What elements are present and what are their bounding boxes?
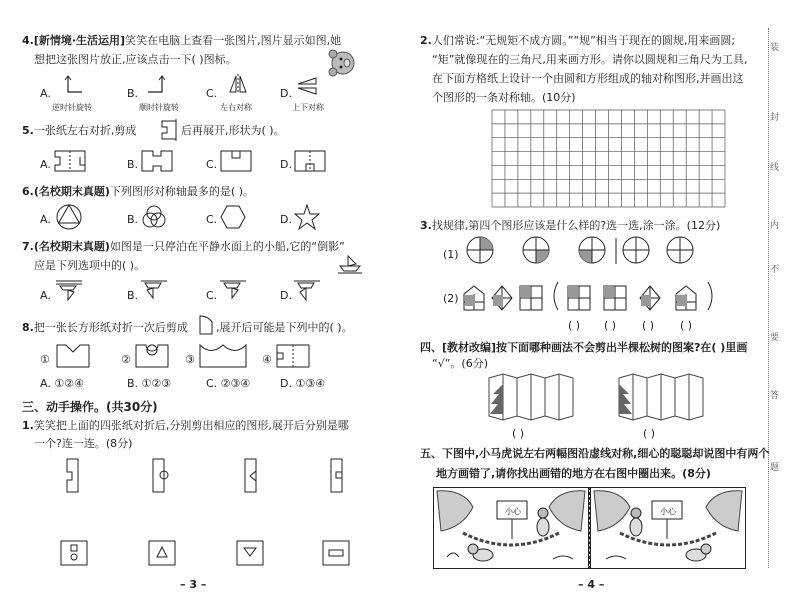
- q4-option-b-caption: 顺时针旋转: [139, 103, 179, 112]
- unfolded-paper-1: [60, 540, 88, 566]
- q7-tag: (名校期末真题): [33, 240, 110, 253]
- q2-number: 2.: [420, 34, 432, 47]
- q3-blank-2[interactable]: ( ): [604, 319, 617, 332]
- q5-option-b[interactable]: B.: [127, 158, 139, 171]
- clockwise-rotate-icon: [144, 74, 168, 96]
- question-3-1: [22, 418, 349, 434]
- q3-row2-label: (2): [443, 292, 459, 305]
- q8-shape-3: [199, 344, 247, 368]
- q7-option-d[interactable]: D.: [280, 289, 292, 302]
- question-5: [22, 123, 136, 139]
- q8-label-1: ①: [40, 353, 50, 366]
- q5-option-a-shape: [54, 150, 86, 172]
- vertical-flip-icon: [296, 74, 320, 96]
- q6-option-a[interactable]: A.: [40, 213, 51, 226]
- grid-lines: [492, 110, 725, 207]
- s3q1-number: 1.: [22, 419, 34, 432]
- q6-tag: (名校期末真题): [33, 185, 110, 198]
- q8-text-b: ,展开后可能是下列中的( )。: [216, 321, 353, 334]
- folded-paper-2: [152, 458, 166, 494]
- q3-pattern-shape-2: [492, 286, 512, 310]
- q3-text: 找规律,第四个图形应该是什么样的?选一选,涂一涂。(12分): [431, 219, 721, 232]
- q7-option-c-reflection: [220, 278, 246, 302]
- q3-number: 3.: [420, 219, 432, 232]
- unfolded-paper-4: [322, 540, 350, 566]
- q3-pattern-shape-3: [520, 286, 542, 310]
- q2-text-line4: 个图形的一条对称轴。(10分): [432, 91, 576, 104]
- q4-text-line2: 想把这张图片放正,应该点击一下( )图标。: [34, 53, 237, 66]
- q4-text-line1: 笑笑在电脑上查看一张图片,图片显示如图,她: [125, 34, 342, 47]
- folded-paper-option-2: [617, 372, 709, 422]
- left-scene-picture: [433, 487, 589, 569]
- sidebar-char-8: 题: [770, 463, 780, 473]
- three-circles-shape: [141, 204, 167, 230]
- question-3: [420, 218, 720, 234]
- counterclockwise-rotate-icon: [62, 74, 86, 96]
- q7-option-b[interactable]: B.: [127, 289, 139, 302]
- q3-blank-3[interactable]: ( ): [642, 319, 655, 332]
- sidebar-char-1: 装: [770, 43, 780, 53]
- q8-text-a: 把一张长方形纸对折一次后剪成: [33, 321, 188, 334]
- sidebar-char-4: 内: [770, 221, 780, 231]
- question-2: [420, 33, 735, 49]
- q5-option-d[interactable]: D.: [280, 158, 292, 171]
- q3-row1-circles[interactable]: [466, 236, 696, 266]
- boat-picture: [338, 254, 362, 276]
- horizontal-flip-icon: [226, 74, 250, 96]
- question-6: [22, 184, 254, 200]
- unfolded-paper-2: [148, 540, 176, 566]
- question-7: [22, 239, 345, 255]
- q4-option-a-caption: 逆时针旋转: [52, 103, 92, 112]
- star-shape: [294, 204, 320, 230]
- q8-option-d[interactable]: D. ①③④: [280, 377, 326, 390]
- unfolded-paper-3: [236, 540, 264, 566]
- q7-text-line1: 如图是一只停泊在平静水面上的小船,它的“倒影”: [109, 240, 345, 253]
- q8-number: 8.: [22, 321, 34, 334]
- grid-paper[interactable]: [492, 110, 726, 208]
- q5-number: 5.: [22, 124, 34, 137]
- sidebar-char-3: 线: [770, 163, 780, 173]
- q3-row2-shapes[interactable]: [462, 280, 722, 314]
- q2-text-line1: 人们常说:“无规矩不成方圆。”“规”相当于现在的圆规,用来画圆;: [431, 34, 736, 47]
- sidebar-char-7: 答: [770, 391, 780, 401]
- q7-text-line2: 应是下列选项中的( )。: [34, 259, 146, 272]
- q4-option-c-caption: 左右对称: [220, 103, 252, 112]
- s3q1-text-line1: 笑笑把上面的四张纸对折后,分别剪出相应的图形,展开后分别是哪: [33, 419, 349, 432]
- q8-option-c[interactable]: C. ②③④: [206, 377, 251, 390]
- section-4-line1: 四、[教材改编]按下面哪种画法不会剪出半棵松树的图案?在( )里画: [420, 341, 748, 354]
- s3q1-text-line2: 一个?连一连。(8分): [34, 437, 133, 450]
- q5-option-d-shape: [294, 150, 326, 172]
- section-4-blank-1[interactable]: ( ): [512, 427, 525, 440]
- hexagon-shape: [220, 204, 246, 230]
- q8-label-2: ②: [121, 353, 131, 366]
- q2-text-line3: 在下面方格纸上设计一个由圆和方形组成的轴对称图形,并画出这: [432, 72, 744, 85]
- q3-row1-label: (1): [443, 248, 459, 261]
- q7-option-d-reflection: [294, 278, 320, 302]
- q3-pattern-shape-5: [604, 286, 626, 310]
- q3-blank-4[interactable]: ( ): [680, 319, 693, 332]
- q8-label-3: ③: [185, 353, 195, 366]
- q4-number: 4.: [22, 34, 34, 47]
- q8-shape-4: [276, 344, 310, 368]
- q5-text-b: 后再展开,形状为( )。: [181, 124, 285, 137]
- question-8: [22, 320, 188, 336]
- right-scene-picture[interactable]: [590, 487, 746, 569]
- q7-option-a-reflection: [56, 278, 82, 302]
- q8-label-4: ④: [262, 353, 272, 366]
- rotated-bear-picture: [322, 46, 362, 80]
- q8-option-a[interactable]: A. ①②④: [40, 377, 84, 390]
- q4-option-a[interactable]: A.: [40, 87, 51, 100]
- q8-shape-2: [135, 344, 169, 368]
- q4-option-d-caption: 上下对称: [292, 103, 324, 112]
- q7-option-c[interactable]: C.: [206, 289, 218, 302]
- section-4-blank-2[interactable]: ( ): [643, 427, 656, 440]
- q5-text-a: 一张纸左右对折,剪成: [33, 124, 137, 137]
- section-5-line1: 五、下图中,小马虎说左右两幅图沿虚线对称,细心的聪聪却说图中有两个: [420, 447, 770, 460]
- q5-option-b-shape: [141, 150, 173, 172]
- q6-option-c[interactable]: C.: [206, 213, 218, 226]
- page-number-left: – 3 –: [180, 578, 207, 591]
- folded-paper-1: [66, 458, 80, 494]
- q2-text-line2: “矩”就像现在的三角尺,用来画方形。请你以圆规和三角尺为工具,: [432, 53, 748, 66]
- folded-paper-4: [330, 458, 344, 494]
- q7-option-b-reflection: [141, 278, 167, 302]
- q5-option-a[interactable]: A.: [40, 158, 51, 171]
- binding-line: [768, 28, 769, 568]
- folded-paper-option-1: [487, 372, 579, 422]
- q4-option-d[interactable]: D.: [280, 87, 292, 100]
- q6-option-b[interactable]: B.: [127, 213, 139, 226]
- q6-number: 6.: [22, 185, 34, 198]
- q8-shape-1: [56, 344, 90, 368]
- q8-option-b[interactable]: B. ①②③: [127, 377, 172, 390]
- q3-pattern-shape-7: [676, 286, 696, 310]
- folded-paper-3: [244, 458, 258, 494]
- q3-pattern-shape-6: [640, 286, 660, 310]
- q6-option-d[interactable]: D.: [280, 213, 292, 226]
- q3-blank-1[interactable]: ( ): [568, 319, 581, 332]
- q7-number: 7.: [22, 240, 34, 253]
- q4-tag: [新情境·生活运用]: [33, 34, 126, 47]
- left-sign-text: 小心: [505, 507, 521, 516]
- section-3-heading: 三、动手操作。(共30分): [22, 400, 158, 414]
- section-4-line2: “√”。(6分): [432, 357, 488, 370]
- q4-option-b[interactable]: B.: [127, 87, 139, 100]
- section-5-line2: 地方画错了,请你找出画错的地方在右图中圈出来。(8分): [436, 467, 711, 480]
- q6-text: 下列图形对称轴最多的是( )。: [109, 185, 254, 198]
- sidebar-char-6: 要: [770, 333, 780, 343]
- right-sign-text: 小心: [660, 507, 676, 516]
- q3-pattern-shape-4: [568, 286, 590, 310]
- circle-with-triangle-shape: [56, 204, 82, 230]
- q8-cut-shape: [198, 314, 216, 336]
- q5-cut-shape: [160, 119, 180, 143]
- q3-pattern-shape-1: [464, 286, 484, 310]
- question-4: [22, 33, 341, 49]
- q5-option-c[interactable]: C.: [206, 158, 218, 171]
- sidebar-char-5: 不: [770, 265, 780, 275]
- q5-option-c-shape: [220, 150, 252, 172]
- q7-option-a[interactable]: A.: [40, 289, 51, 302]
- symmetry-dashed-line: [589, 487, 590, 569]
- page-number-right: – 4 –: [578, 578, 605, 591]
- sidebar-char-2: 封: [770, 113, 780, 123]
- q4-option-c[interactable]: C.: [206, 87, 218, 100]
